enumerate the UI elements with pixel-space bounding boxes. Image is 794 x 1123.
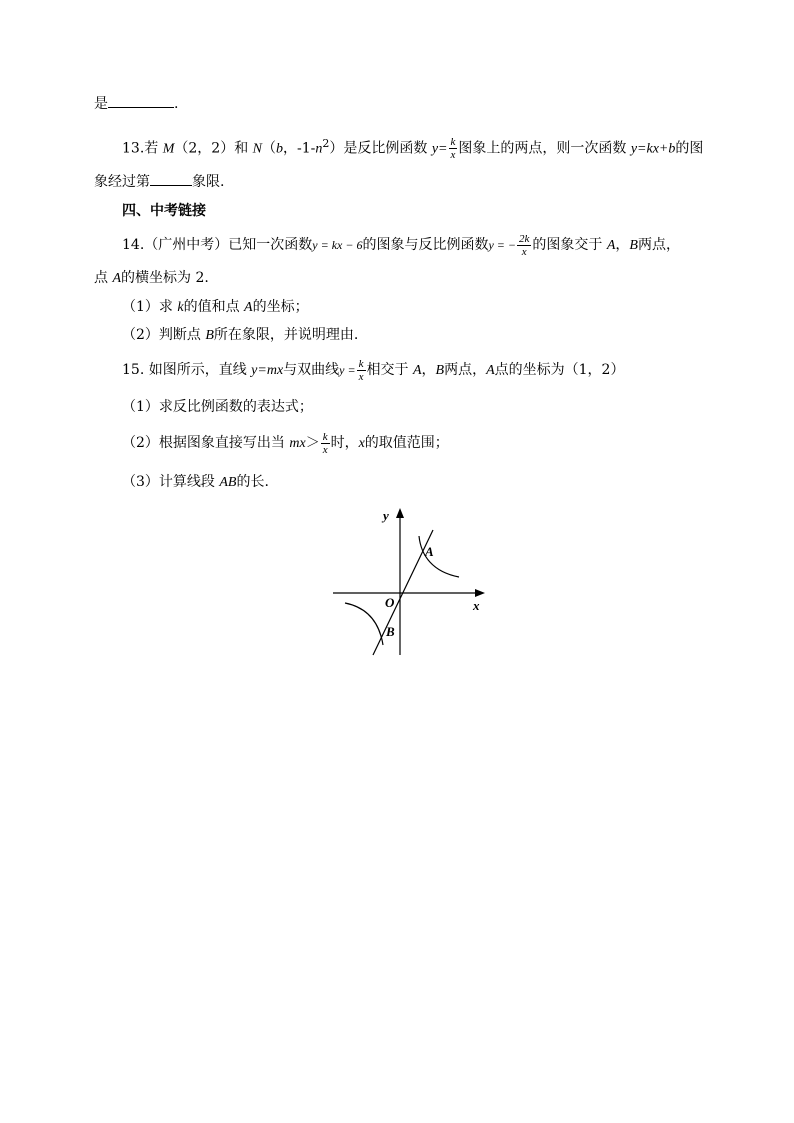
q14-text-d: ， bbox=[615, 237, 630, 253]
q13-text-c: （ bbox=[262, 140, 276, 157]
q15-sub2-a: （2）根据图象直接写出当 bbox=[122, 435, 290, 451]
point-a-label: A bbox=[425, 544, 434, 559]
q13-text-g: 的图 bbox=[675, 140, 704, 157]
q14-frac-num: 2k bbox=[518, 232, 530, 245]
q15-sub3 bbox=[122, 472, 269, 493]
q15-eq1: y=mx bbox=[251, 363, 284, 378]
q14-line2 bbox=[94, 268, 209, 289]
q14-sub2-a: （2）判断点 bbox=[122, 327, 206, 343]
q14-sub1-k: k bbox=[177, 300, 184, 315]
q14-eq1: y = kx − 6 bbox=[312, 238, 363, 252]
q15-frac-den: x bbox=[358, 370, 364, 383]
q12-text: 是 bbox=[94, 96, 108, 112]
q14-sub1-a: （1）求 bbox=[122, 299, 178, 315]
q13-point-m: M bbox=[162, 141, 175, 157]
y-axis-label: y bbox=[383, 508, 389, 523]
q15-point-b: B bbox=[435, 363, 445, 378]
point-b-label: B bbox=[386, 624, 395, 639]
q14-line2-a: 点 bbox=[94, 270, 113, 286]
q15-text-d: ， bbox=[421, 362, 436, 378]
q14-text-c: 的图象交于 bbox=[532, 237, 607, 253]
q14-sub2 bbox=[122, 325, 358, 346]
q15-point-a2: A bbox=[486, 363, 495, 378]
q14-sub1 bbox=[122, 297, 309, 318]
q15-text-f: 点的坐标为（1，2） bbox=[494, 362, 625, 378]
q14-sub2-point: B bbox=[205, 328, 214, 343]
x-axis-label: x bbox=[473, 598, 480, 613]
q15-sub3-ab: AB bbox=[219, 475, 237, 490]
q14-line2-b: 的横坐标为 2. bbox=[121, 270, 209, 286]
q14-text-a: 14.（广州中考）已知一次函数 bbox=[122, 237, 313, 253]
q14-text-e: 两点， bbox=[637, 237, 680, 253]
q15-sub2-frac-den: x bbox=[322, 443, 328, 456]
q14-sub1-point: A bbox=[244, 300, 253, 315]
q13-text-f: 图象上的两点，则一次函数 bbox=[458, 140, 631, 157]
q15-sub1: （1）求反比例函数的表达式； bbox=[122, 399, 313, 415]
q14-frac-den: x bbox=[521, 245, 527, 258]
q14-sub1-b: 的值和点 bbox=[183, 299, 245, 315]
q12-tail bbox=[94, 93, 178, 114]
q12-answer-blank bbox=[108, 93, 174, 108]
section-heading: 四、中考链接 bbox=[122, 203, 206, 219]
hyperbola-lower-branch bbox=[345, 603, 383, 645]
q13-text-b: （2，2）和 bbox=[174, 140, 253, 157]
q14-point-a: A bbox=[606, 238, 616, 253]
q15-frac-num: k bbox=[358, 357, 364, 370]
q15-text-b: 与双曲线 bbox=[283, 362, 340, 378]
q14-sub2-b: 所在象限，并说明理由. bbox=[213, 327, 359, 343]
q13-point-n: N bbox=[252, 141, 262, 157]
q14-line2-point: A bbox=[112, 271, 122, 286]
q15-text-e: 两点， bbox=[444, 362, 487, 378]
q13-line1 bbox=[122, 130, 703, 164]
q15-sub2-frac-num: k bbox=[322, 430, 328, 443]
q13-text-a: 13.若 bbox=[122, 140, 163, 157]
q15-sub2-gt: ＞ bbox=[305, 435, 320, 451]
q13-line2-b: 象限. bbox=[192, 174, 225, 190]
q15-sub2 bbox=[122, 428, 449, 459]
q13-yeq: y= bbox=[431, 141, 448, 157]
q15-sub3-a: （3）计算线段 bbox=[122, 474, 220, 490]
q15-sub2-fraction bbox=[321, 431, 330, 456]
q13-answer-blank bbox=[150, 171, 192, 186]
q13-text-d: ，-1- bbox=[283, 140, 316, 157]
q13-line2 bbox=[94, 171, 224, 192]
q13-sup: 2 bbox=[322, 137, 330, 150]
q13-frac-num: k bbox=[450, 136, 456, 149]
x-axis-arrow bbox=[475, 589, 485, 597]
q14-sub1-c: 的坐标； bbox=[252, 299, 309, 315]
q14-fraction bbox=[517, 233, 531, 258]
coordinate-figure bbox=[325, 500, 495, 660]
q14-point-b: B bbox=[629, 238, 638, 253]
q13-fraction bbox=[449, 136, 458, 161]
q15-text-c: 相交于 bbox=[366, 362, 413, 378]
q13-var-b: b bbox=[276, 141, 283, 157]
q15-text-a: 15. 如图所示，直线 bbox=[122, 362, 252, 378]
q13-frac-den: x bbox=[450, 149, 456, 162]
q12-end: . bbox=[174, 96, 179, 112]
q15-point-a: A bbox=[412, 363, 422, 378]
origin-label: O bbox=[385, 595, 395, 610]
q15-sub2-mx: mx bbox=[289, 436, 306, 451]
q15-sub2-b: 时， bbox=[330, 435, 359, 451]
q15-sub2-c: 的取值范围； bbox=[364, 435, 449, 451]
q13-line2-a: 象经过第 bbox=[94, 174, 150, 190]
q13-linear-eq: y=kx+b bbox=[630, 141, 676, 157]
q15-fraction bbox=[357, 358, 366, 383]
q14-eq2-prefix: y = − bbox=[488, 238, 516, 252]
q15-sub2-x: x bbox=[358, 436, 365, 451]
q14-line1 bbox=[122, 230, 680, 261]
y-axis-arrow bbox=[396, 508, 404, 518]
q13-text-e: ）是反比例函数 bbox=[329, 140, 432, 157]
q13-var-n: n bbox=[315, 141, 323, 157]
q15-line1 bbox=[122, 355, 624, 386]
q14-text-b: 的图象与反比例函数 bbox=[362, 237, 489, 253]
q15-yeq: y = bbox=[339, 363, 356, 377]
q15-sub3-b: 的长. bbox=[236, 474, 269, 490]
